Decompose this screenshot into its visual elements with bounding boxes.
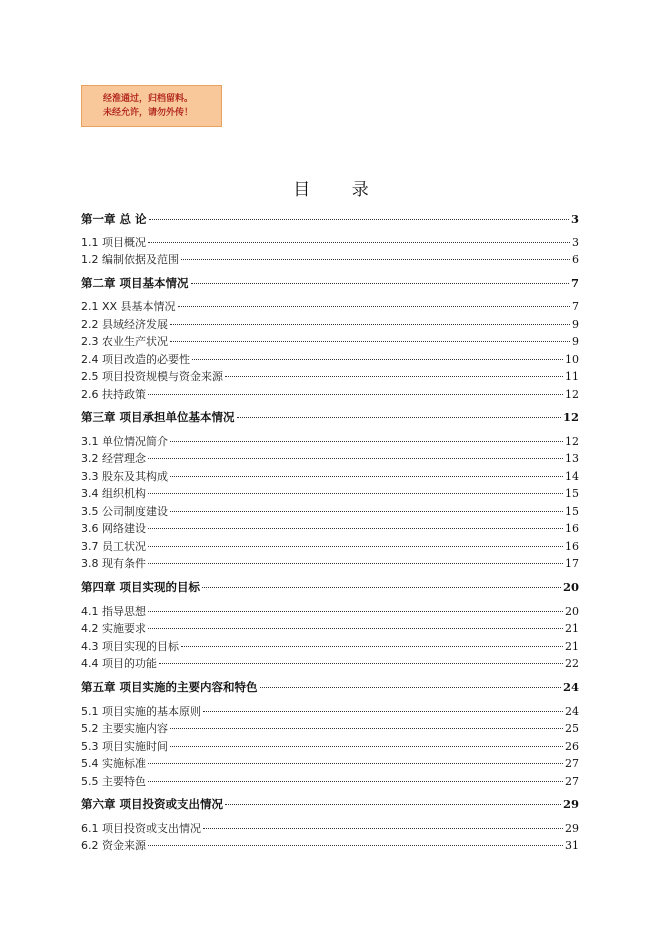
toc-section-entry[interactable] [81, 351, 579, 367]
dot-leader [148, 546, 563, 547]
toc-page-number: 6 [572, 253, 579, 266]
toc-entry-label: 6.2 资金来源 [81, 839, 146, 852]
dot-leader [170, 476, 563, 477]
toc-section-entry[interactable] [81, 738, 579, 754]
toc-entry-label: 5.4 实施标准 [81, 757, 146, 770]
toc-entry-label: 第二章 项目基本情况 [81, 276, 189, 290]
dot-leader [203, 828, 563, 829]
toc-entry-label: 第五章 项目实施的主要内容和特色 [81, 680, 258, 694]
dot-leader [181, 259, 570, 260]
toc-page-number: 3 [572, 236, 579, 249]
dot-leader [170, 511, 563, 512]
toc-section-entry[interactable] [81, 837, 579, 853]
dot-leader [260, 687, 561, 688]
toc-section-entry[interactable] [81, 555, 579, 571]
toc-page-number: 21 [565, 622, 579, 635]
notice-line-1: 经淮通过，归档留料。 [103, 94, 194, 104]
toc-page-number: 25 [565, 722, 579, 735]
dot-leader [191, 283, 569, 284]
toc-entry-label: 2.5 项目投资规模与资金来源 [81, 370, 223, 383]
dot-leader [159, 663, 563, 664]
toc-page-number: 12 [565, 388, 579, 401]
toc-entry-label: 2.1 XX 县基本情况 [81, 300, 176, 313]
dot-leader [148, 611, 563, 612]
toc-section-entry[interactable] [81, 773, 579, 789]
toc-entry-label: 1.2 编制依据及范围 [81, 253, 179, 266]
notice-line-2: 未经允许，请勿外传！ [103, 108, 194, 118]
dot-leader [148, 493, 563, 494]
toc-entry-label: 第四章 项目实现的目标 [81, 580, 201, 594]
dot-leader [192, 359, 563, 360]
toc-section-entry[interactable] [81, 820, 579, 836]
toc-page-number: 11 [565, 370, 579, 383]
dot-leader [148, 394, 563, 395]
toc-entry-label: 2.3 农业生产状况 [81, 335, 168, 348]
toc-section-entry[interactable] [81, 298, 579, 314]
dot-leader [148, 563, 563, 564]
toc-entry-label: 4.1 指导思想 [81, 605, 146, 618]
dot-leader [178, 306, 570, 307]
toc-page-number: 16 [565, 522, 579, 535]
toc-page-number: 20 [565, 605, 579, 618]
toc-section-entry[interactable] [81, 386, 579, 402]
dot-leader [148, 763, 563, 764]
page-title: 目 录 [293, 180, 387, 200]
toc-section-entry[interactable] [81, 485, 579, 501]
toc-section-entry[interactable] [81, 251, 579, 267]
toc-page-number: 26 [565, 740, 579, 753]
toc-entry-label: 2.6 扶持政策 [81, 388, 146, 401]
toc-page-number: 9 [572, 335, 579, 348]
toc-section-entry[interactable] [81, 433, 579, 449]
toc-section-entry[interactable] [81, 468, 579, 484]
dot-leader [149, 219, 569, 220]
toc-entry-label: 1.1 项目概况 [81, 236, 146, 249]
toc-page-number: 12 [565, 435, 579, 448]
toc-chapter-entry[interactable] [81, 679, 579, 695]
toc-page-number: 21 [565, 640, 579, 653]
toc-chapter-entry[interactable] [81, 211, 579, 227]
toc-page-number: 24 [562, 680, 579, 694]
toc-page-number: 7 [572, 300, 579, 313]
toc-entry-label: 5.5 主要特色 [81, 775, 146, 788]
dot-leader [148, 242, 570, 243]
toc-page-number: 27 [565, 757, 579, 770]
toc-section-entry[interactable] [81, 333, 579, 349]
toc-page-number: 9 [572, 318, 579, 331]
toc-section-entry[interactable] [81, 755, 579, 771]
dot-leader [237, 417, 561, 418]
toc-page-number: 24 [565, 705, 579, 718]
toc-chapter-entry[interactable] [81, 579, 579, 595]
dot-leader [148, 528, 563, 529]
toc-section-entry[interactable] [81, 316, 579, 332]
dot-leader [225, 804, 561, 805]
toc-section-entry[interactable] [81, 520, 579, 536]
toc-entry-label: 6.1 项目投资或支出情况 [81, 822, 201, 835]
dot-leader [203, 711, 563, 712]
toc-section-entry[interactable] [81, 503, 579, 519]
dot-leader [170, 324, 570, 325]
dot-leader [202, 587, 561, 588]
toc-entry-label: 3.4 组织机构 [81, 487, 146, 500]
toc-page-number: 7 [570, 276, 579, 290]
toc-entry-label: 第六章 项目投资或支出情况 [81, 797, 224, 811]
toc-entry-label: 3.1 单位情况简介 [81, 435, 168, 448]
dot-leader [148, 628, 563, 629]
toc-page-number: 29 [565, 822, 579, 835]
dot-leader [170, 341, 570, 342]
toc-entry-label: 3.8 现有条件 [81, 557, 146, 570]
toc-page-number: 10 [565, 353, 579, 366]
toc-page-number: 16 [565, 540, 579, 553]
toc-page-number: 27 [565, 775, 579, 788]
toc-page-number: 20 [562, 580, 579, 594]
toc-page-number: 15 [565, 505, 579, 518]
toc-entry-label: 4.4 项目的功能 [81, 657, 157, 670]
toc-entry-label: 4.3 项目实现的目标 [81, 640, 179, 653]
toc-section-entry[interactable] [81, 538, 579, 554]
toc-entry-label: 3.7 员工状况 [81, 540, 146, 553]
toc-entry-label: 3.5 公司制度建设 [81, 505, 168, 518]
dot-leader [170, 441, 563, 442]
toc-page-number: 15 [565, 487, 579, 500]
toc-section-entry[interactable] [81, 655, 579, 671]
toc-page-number: 3 [570, 212, 579, 226]
dot-leader [170, 746, 563, 747]
toc-page-number: 22 [565, 657, 579, 670]
toc-entry-label: 5.3 项目实施时间 [81, 740, 168, 753]
toc-section-entry[interactable] [81, 450, 579, 466]
toc-chapter-entry[interactable] [81, 275, 579, 291]
dot-leader [225, 376, 563, 377]
dot-leader [170, 728, 563, 729]
toc-entry-label: 3.2 经营理念 [81, 452, 146, 465]
toc-entry-label: 第一章 总 论 [81, 212, 147, 226]
toc-page-number: 29 [562, 797, 579, 811]
toc-page-number: 17 [565, 557, 579, 570]
toc-chapter-entry[interactable] [81, 409, 579, 425]
toc-entry-label: 第三章 项目承担单位基本情况 [81, 410, 235, 424]
toc-entry-label: 5.1 项目实施的基本原则 [81, 705, 201, 718]
toc-entry-label: 3.3 股东及其构成 [81, 470, 168, 483]
toc-chapter-entry[interactable] [81, 796, 579, 812]
dot-leader [181, 646, 563, 647]
dot-leader [148, 845, 563, 846]
toc-entry-label: 5.2 主要实施内容 [81, 722, 168, 735]
toc-section-entry[interactable] [81, 703, 579, 719]
toc-section-entry[interactable] [81, 720, 579, 736]
toc-page-number: 14 [565, 470, 579, 483]
toc-section-entry[interactable] [81, 620, 579, 636]
confidential-notice [81, 85, 222, 127]
toc-section-entry[interactable] [81, 603, 579, 619]
toc-entry-label: 2.4 项目改造的必要性 [81, 353, 190, 366]
toc-entry-label: 4.2 实施要求 [81, 622, 146, 635]
toc-page-number: 13 [565, 452, 579, 465]
toc-section-entry[interactable] [81, 368, 579, 384]
toc-section-entry[interactable] [81, 234, 579, 250]
toc-section-entry[interactable] [81, 638, 579, 654]
toc-page-number: 12 [562, 410, 579, 424]
toc-page-number: 31 [565, 839, 579, 852]
dot-leader [148, 458, 563, 459]
toc-entry-label: 2.2 县域经济发展 [81, 318, 168, 331]
toc-entry-label: 3.6 网络建设 [81, 522, 146, 535]
dot-leader [148, 781, 563, 782]
